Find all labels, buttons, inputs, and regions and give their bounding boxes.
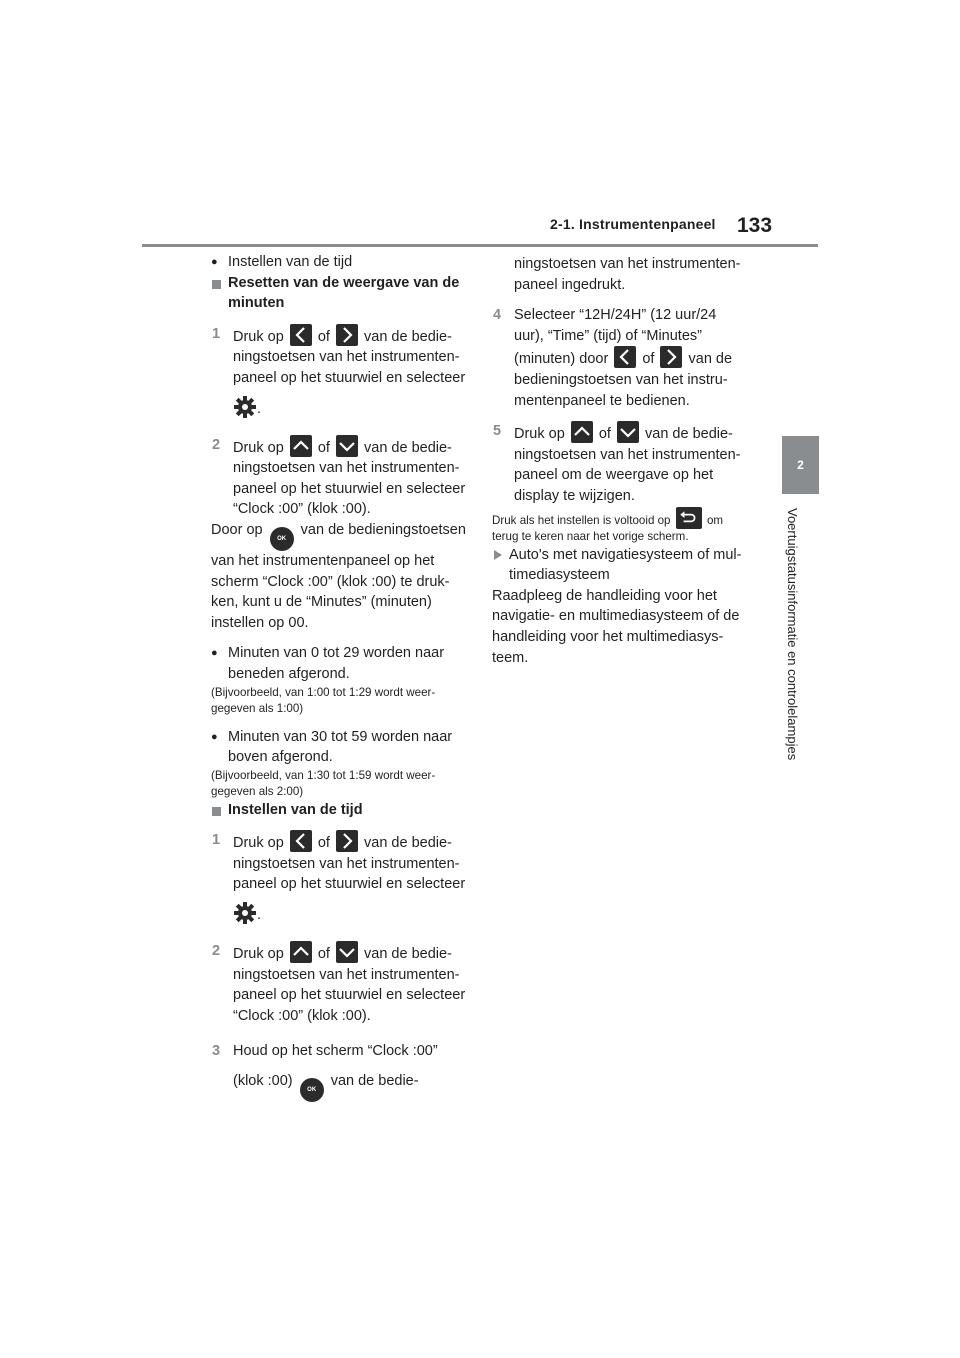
- running-header: 2-1. Instrumentenpaneel: [550, 216, 716, 232]
- back-arrow-icon: [676, 507, 702, 529]
- step-text: Druk op: [233, 439, 284, 456]
- step-text: of: [317, 328, 330, 345]
- chevron-up-icon: [571, 421, 593, 443]
- step-text: Druk op: [233, 946, 284, 963]
- step-text: of: [317, 439, 330, 456]
- step-2: [211, 435, 469, 520]
- step-number: 3: [212, 1043, 221, 1060]
- step-number: 2: [212, 943, 221, 960]
- step-text: van de bedie-: [330, 1073, 419, 1090]
- heading-reset-minutes: Resetten van de weergave van de minuten: [211, 273, 469, 314]
- step-text: Druk op: [233, 835, 284, 852]
- step-text: of: [317, 946, 330, 963]
- ok-button-icon: OK: [300, 1078, 324, 1102]
- gear-icon: [233, 901, 257, 925]
- chevron-down-icon: [617, 421, 639, 443]
- step-4: [492, 305, 750, 411]
- step-number: 1: [212, 325, 221, 342]
- left-column: [211, 252, 469, 1102]
- step-text: van de bedie-ningstoetsen van het instrumenten-paneel op het stuurwiel en selecteer: [233, 328, 466, 386]
- chevron-right-icon: [660, 346, 682, 368]
- chapter-title: Voertuigstatusinformatie en controlelampjes: [785, 508, 800, 761]
- step-text: van de bedie-ningstoetsen van het instrumenten-paneel om de weergave op het display te wijzigen.: [514, 426, 741, 504]
- step-text: van de bedieningstoetsen van het instru-mentenpaneel te bedienen.: [514, 351, 733, 409]
- step-number: 4: [493, 307, 502, 324]
- step-text: van de bedie-ningstoetsen van het instrumenten-paneel op het stuurwiel en selecteer: [233, 835, 466, 893]
- chevron-down-icon: [336, 435, 358, 457]
- step-text: .: [257, 400, 262, 417]
- step-1: [211, 324, 469, 425]
- bullet-set-time: ● Instellen van de tijd: [211, 252, 469, 273]
- chevron-down-icon: [336, 941, 358, 963]
- chevron-left-icon: [290, 830, 312, 852]
- bullet-round-down: ● Minuten van 0 tot 29 worden naar beneden afgerond.: [211, 643, 469, 684]
- step-text: of: [642, 351, 655, 368]
- step-text: .: [257, 907, 262, 924]
- gear-icon: [233, 395, 257, 419]
- step-3b-continued: ningstoetsen van het instrumenten-paneel ingedrukt.: [514, 256, 741, 293]
- chevron-up-icon: [290, 941, 312, 963]
- note-text: om terug te keren naar het vorige scherm.: [492, 513, 724, 543]
- step-text: Druk op: [233, 328, 284, 345]
- chevron-right-icon: [336, 830, 358, 852]
- step-text: Selecteer “12H/24H” (12 uur/24 uur), “Time” (tijd) of “Minutes” (minuten) door: [514, 307, 717, 368]
- chapter-tab: [782, 436, 819, 494]
- para-text: van de bedieningstoetsen van het instrumentenpaneel op het scherm “Clock :00” (klok :00) te druk-ken, kunt u de “Minutes” (minuten) instellen op 00.: [211, 521, 466, 631]
- page-number: 133: [737, 214, 773, 237]
- chevron-left-icon: [614, 346, 636, 368]
- step-5: [492, 421, 750, 506]
- paragraph-refer-manual: Raadpleeg de handleiding voor het navigatie- en multimediasysteem of de handleiding voor het multimediasys-teem.: [492, 587, 740, 666]
- header-rule: [142, 244, 818, 247]
- chevron-right-icon: [336, 324, 358, 346]
- bullet-round-up: ● Minuten van 30 tot 59 worden naar boven afgerond.: [211, 727, 469, 768]
- note-text: Druk als het instellen is voltooid op: [492, 513, 671, 527]
- note-back: [492, 507, 750, 545]
- paragraph-ok: [211, 520, 469, 633]
- step-text: van de bedie-ningstoetsen van het instrumenten-paneel op het stuurwiel en selecteer “Clock :00” (klok :00).: [233, 946, 466, 1024]
- step-text: Druk op: [514, 426, 565, 443]
- step-text: Houd op het scherm “Clock :00” (klok :00): [233, 1043, 438, 1090]
- step-number: 2: [212, 436, 221, 453]
- step-text: of: [317, 835, 330, 852]
- condition-navigation: Auto's met navigatiesysteem of mul-timediasysteem: [492, 545, 750, 586]
- note-example-2: (Bijvoorbeeld, van 1:30 tot 1:59 wordt weer-gegeven als 2:00): [211, 768, 436, 798]
- chevron-up-icon: [290, 435, 312, 457]
- para-text: Door op: [211, 521, 263, 538]
- step-number: 1: [212, 832, 221, 849]
- chevron-left-icon: [290, 324, 312, 346]
- step-2b: [211, 941, 469, 1026]
- step-3b: [211, 1036, 469, 1102]
- heading-set-time: Instellen van de tijd: [211, 800, 469, 821]
- right-column: [492, 252, 750, 668]
- step-number: 5: [493, 423, 502, 440]
- ok-button-icon: OK: [270, 527, 294, 551]
- step-text: van de bedie-ningstoetsen van het instrumenten-paneel op het stuurwiel en selecteer “Clock :00” (klok :00).: [233, 439, 466, 518]
- step-text: of: [598, 426, 611, 443]
- step-1b: [211, 830, 469, 931]
- chapter-number: 2: [797, 458, 804, 472]
- note-example-1: (Bijvoorbeeld, van 1:00 tot 1:29 wordt weer-gegeven als 1:00): [211, 685, 436, 715]
